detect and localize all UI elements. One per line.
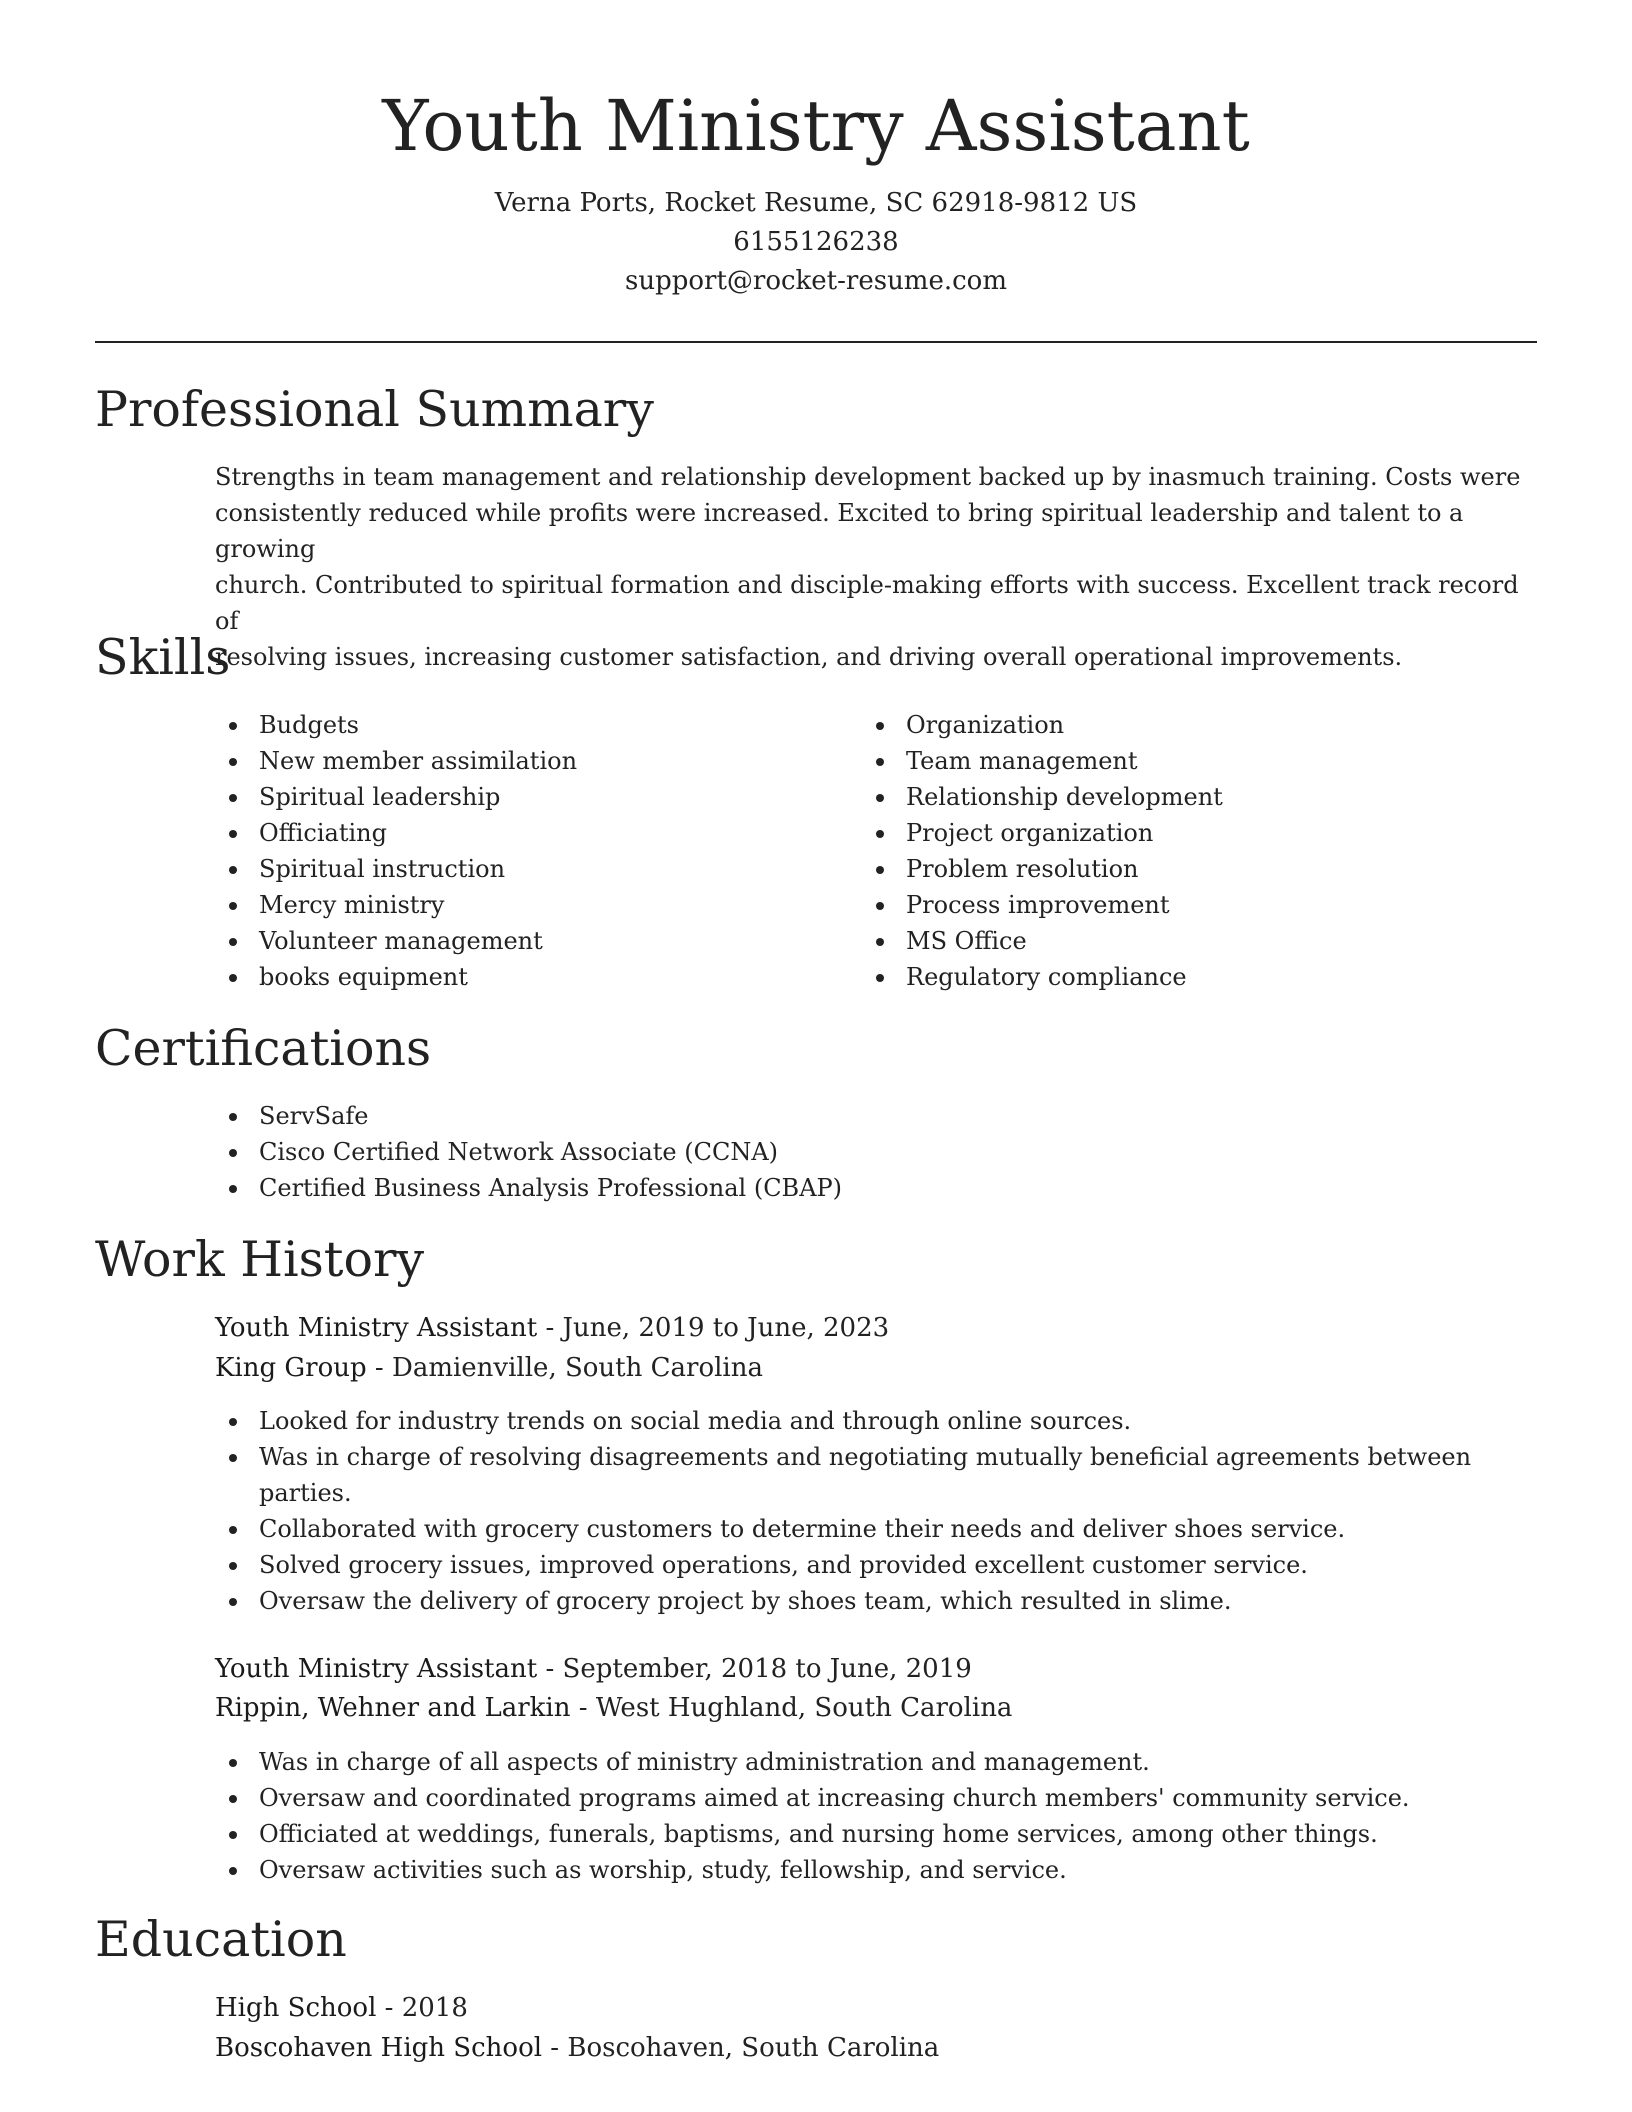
summary-line: consistently reduced while profits were increased. Excited to bring spiritual leadership and talent to a growing [215, 499, 1464, 563]
skills-list-right [862, 707, 1462, 995]
job-role: Youth Ministry Assistant [215, 1313, 538, 1343]
skill-item: Mercy ministry [215, 887, 815, 923]
education-school-line [215, 2030, 939, 2066]
skill-item: New member assimilation [215, 743, 815, 779]
skill-item: Project organization [862, 815, 1462, 851]
job-location: West Hughland, South Carolina [595, 1693, 1013, 1723]
skill-item: Spiritual instruction [215, 851, 815, 887]
duty-item-continuation: parties. [259, 1479, 352, 1507]
contact-address: Verna Ports, Rocket Resume, SC 62918-9812 US [494, 188, 1138, 218]
skill-item: Relationship development [862, 779, 1462, 815]
duty-item: Was in charge of all aspects of ministry administration and management. [215, 1744, 1515, 1780]
skill-item: Spiritual leadership [215, 779, 815, 815]
candidate-title: Youth Ministry Assistant [382, 85, 1250, 167]
work-history-heading: Work History [95, 1231, 425, 1288]
duty-item: Was in charge of resolving disagreements and negotiating mutually beneficial agreements between [215, 1439, 1515, 1475]
job-company: Rippin, Wehner and Larkin [215, 1693, 571, 1723]
job-1-duties [215, 1403, 1515, 1619]
skill-item: books equipment [215, 959, 815, 995]
duty-item: Officiated at weddings, funerals, baptisms, and nursing home services, among other things. [215, 1816, 1515, 1852]
education-location: Boscohaven, South Carolina [567, 2033, 940, 2063]
summary-line: Strengths in team management and relationship development backed up by inasmuch training. Costs were [215, 463, 1521, 491]
certification-item: Certified Business Analysis Professional (CBAP) [215, 1170, 1515, 1206]
contact-phone: 6155126238 [733, 227, 899, 257]
job-2-title-line [215, 1651, 972, 1687]
certifications-heading: Certifications [95, 1020, 432, 1077]
skill-item: Problem resolution [862, 851, 1462, 887]
education-school: Boscohaven High School [215, 2033, 543, 2063]
job-2-duties [215, 1744, 1515, 1888]
job-dates: June, 2019 to June, 2023 [562, 1313, 890, 1343]
job-2-company-line [215, 1690, 1012, 1726]
certification-item: ServSafe [215, 1098, 1515, 1134]
skills-heading: Skills [95, 629, 231, 686]
skills-list-left [215, 707, 815, 995]
duty-item: Oversaw activities such as worship, study, fellowship, and service. [215, 1852, 1515, 1888]
duty-item: Collaborated with grocery customers to determine their needs and deliver shoes service. [215, 1511, 1515, 1547]
job-location: Damienville, South Carolina [391, 1353, 763, 1383]
separator: - [376, 1993, 402, 2023]
summary-text [215, 459, 1545, 675]
separator: - [570, 1693, 596, 1723]
skill-item: Volunteer management [215, 923, 815, 959]
job-company: King Group [215, 1353, 367, 1383]
skill-item: Budgets [215, 707, 815, 743]
summary-line: resolving issues, increasing customer satisfaction, and driving overall operational improvements. [215, 643, 1403, 671]
certification-item: Cisco Certified Network Associate (CCNA) [215, 1134, 1515, 1170]
summary-line: church. Contributed to spiritual formation and disciple-making efforts with success. Excellent track record of [215, 571, 1519, 635]
duty-item: Looked for industry trends on social media and through online sources. [215, 1403, 1515, 1439]
certifications-list [215, 1098, 1515, 1206]
skill-item: Process improvement [862, 887, 1462, 923]
education-degree-line [215, 1990, 468, 2026]
skill-item: Team management [862, 743, 1462, 779]
job-1-title-line [215, 1310, 889, 1346]
separator: - [542, 2033, 568, 2063]
separator: - [537, 1654, 563, 1684]
education-degree: High School [215, 1993, 377, 2023]
job-role: Youth Ministry Assistant [215, 1654, 538, 1684]
skill-item: Officiating [215, 815, 815, 851]
education-heading: Education [95, 1911, 347, 1968]
separator: - [366, 1353, 392, 1383]
skill-item: Regulatory compliance [862, 959, 1462, 995]
job-dates: September, 2018 to June, 2019 [562, 1654, 972, 1684]
skill-item: MS Office [862, 923, 1462, 959]
duty-item: Oversaw and coordinated programs aimed at increasing church members' community service. [215, 1780, 1515, 1816]
summary-heading: Professional Summary [95, 381, 654, 438]
duty-item: Oversaw the delivery of grocery project by shoes team, which resulted in slime. [215, 1583, 1515, 1619]
separator: - [537, 1313, 563, 1343]
resume-header [0, 80, 1632, 301]
contact-email: support@rocket-resume.com [624, 266, 1007, 296]
skill-item: Organization [862, 707, 1462, 743]
header-divider [95, 341, 1537, 343]
job-1-company-line [215, 1350, 763, 1386]
duty-item: Solved grocery issues, improved operations, and provided excellent customer service. [215, 1547, 1515, 1583]
education-year: 2018 [401, 1993, 468, 2023]
